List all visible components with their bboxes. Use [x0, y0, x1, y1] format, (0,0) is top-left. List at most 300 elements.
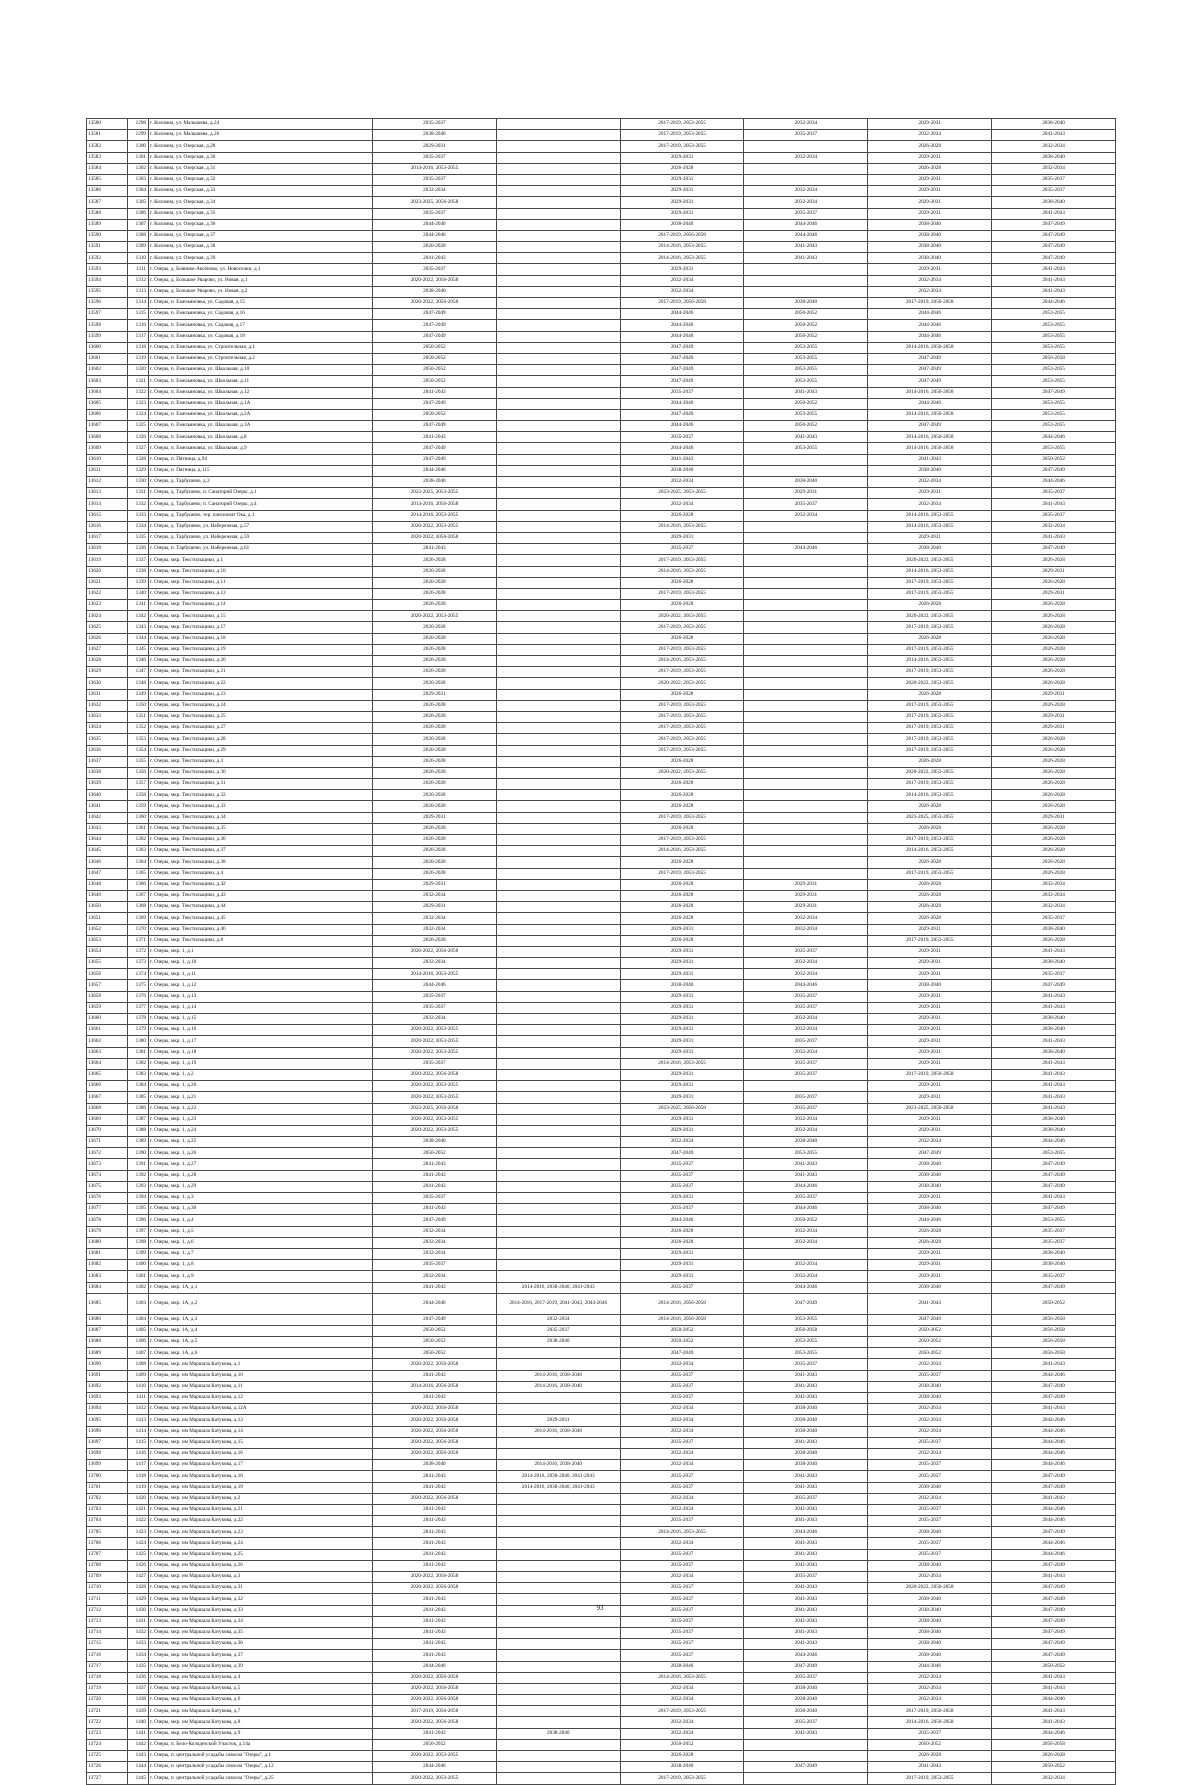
- address-cell: г. Озеры, мкр. Текстильщики, д.44: [149, 902, 373, 913]
- year-col-1-cell: 2026-2028: [373, 656, 497, 667]
- year-col-1-cell: 2032-2034: [373, 1226, 497, 1237]
- year-col-1-cell: 2026-2028: [373, 779, 497, 790]
- address-cell: г. Озеры, мкр. Текстильщики, д.45: [149, 913, 373, 924]
- row-number-cell: 1378: [128, 1014, 149, 1025]
- row-number-cell: 1390: [128, 1148, 149, 1159]
- year-col-6-cell: 2056-2058: [992, 1348, 1116, 1359]
- year-col-5-cell: 2020-2022, 2056-2058: [868, 1583, 992, 1594]
- year-col-6-cell: 2053-2055: [992, 1215, 1116, 1226]
- year-col-5-cell: 2017-2019, 2053-2055: [868, 644, 992, 655]
- year-col-1-cell: 2050-2052: [373, 376, 497, 387]
- year-col-3-cell: 2017-2019, 2056-2058: [620, 230, 744, 241]
- table-row: [87, 331, 1116, 342]
- row-number-cell: 1404: [128, 1314, 149, 1325]
- table-row: [87, 946, 1116, 957]
- year-col-1-cell: 2020-2022, 2053-2055: [373, 1036, 497, 1047]
- row-number-cell: 1379: [128, 1025, 149, 1036]
- year-col-2-cell: [496, 1047, 620, 1058]
- row-number-cell: 1418: [128, 1471, 149, 1482]
- year-col-5-cell: 2017-2019, 2053-2055: [868, 723, 992, 734]
- table-row: [87, 163, 1116, 174]
- address-cell: г. Озеры, мкр. 1, д.26: [149, 1148, 373, 1159]
- year-col-4-cell: 2053-2055: [744, 443, 868, 454]
- row-id-cell: 13621: [87, 577, 128, 588]
- year-col-3-cell: 2026-2028: [620, 689, 744, 700]
- year-col-3-cell: 2038-2040: [620, 1762, 744, 1773]
- address-cell: г. Озеры, мкр. 1, д.28: [149, 1170, 373, 1181]
- year-col-6-cell: 2035-2037: [992, 488, 1116, 499]
- year-col-4-cell: [744, 174, 868, 185]
- year-col-5-cell: 2044-2046: [868, 320, 992, 331]
- year-col-3-cell: 2029-2031: [620, 1081, 744, 1092]
- row-number-cell: 1326: [128, 432, 149, 443]
- row-number-cell: 1303: [128, 174, 149, 185]
- year-col-6-cell: 2044-2046: [992, 1415, 1116, 1426]
- row-number-cell: 1324: [128, 409, 149, 420]
- year-col-4-cell: 2038-2040: [744, 1683, 868, 1694]
- year-col-5-cell: 2029-2031: [868, 152, 992, 163]
- year-col-4-cell: 2041-2043: [744, 1594, 868, 1605]
- row-number-cell: 1354: [128, 745, 149, 756]
- year-col-2-cell: [496, 488, 620, 499]
- year-col-2-cell: [496, 163, 620, 174]
- table-row: [87, 779, 1116, 790]
- address-cell: г. Озеры, п. центральной усадьбы совхоза "Озеры", д.25: [149, 1773, 373, 1784]
- year-col-6-cell: 2047-2049: [992, 1181, 1116, 1192]
- year-col-4-cell: 2041-2043: [744, 1639, 868, 1650]
- year-col-5-cell: 2050-2052: [868, 1337, 992, 1348]
- year-col-5-cell: 2032-2034: [868, 1493, 992, 1504]
- year-col-2-cell: [496, 230, 620, 241]
- address-cell: г. Озеры, мкр. им Маршала Катукова, д.15: [149, 1437, 373, 1448]
- year-col-5-cell: 2047-2049: [868, 365, 992, 376]
- year-col-3-cell: 2035-2037: [620, 544, 744, 555]
- year-col-1-cell: 2041-2043: [373, 1560, 497, 1571]
- year-col-1-cell: 2020-2022, 2056-2058: [373, 532, 497, 543]
- year-col-5-cell: 2029-2031: [868, 532, 992, 543]
- year-col-5-cell: 2038-2040: [868, 1594, 992, 1605]
- year-col-1-cell: 2023-2025, 2056-2058: [373, 197, 497, 208]
- address-cell: г. Озеры, мкр. Текстильщики, д.15: [149, 611, 373, 622]
- table-row: [87, 342, 1116, 353]
- address-cell: г. Озеры, мкр. Текстильщики, д.22: [149, 678, 373, 689]
- year-col-6-cell: 2038-2040: [992, 119, 1116, 130]
- year-col-2-cell: [496, 689, 620, 700]
- address-cell: г. Озеры, мкр. 1А, д.5: [149, 1337, 373, 1348]
- year-col-4-cell: 2035-2037: [744, 946, 868, 957]
- row-id-cell: 13676: [87, 1193, 128, 1204]
- table-row: [87, 890, 1116, 901]
- year-col-2-cell: [496, 186, 620, 197]
- address-cell: г. Озеры, д. Большое Уварово, ул. Новая, д.1: [149, 275, 373, 286]
- year-col-4-cell: 2044-2046: [744, 544, 868, 555]
- row-number-cell: 1363: [128, 846, 149, 857]
- table-row: [87, 320, 1116, 331]
- table-row: [87, 1404, 1116, 1415]
- year-col-2-cell: [496, 1359, 620, 1370]
- year-col-5-cell: 2032-2034: [868, 1572, 992, 1583]
- year-col-4-cell: 2035-2037: [744, 1193, 868, 1204]
- year-col-5-cell: 2035-2037: [868, 1728, 992, 1739]
- year-col-6-cell: 2035-2037: [992, 174, 1116, 185]
- address-cell: г. Коломна, ул. Озерская, д.36: [149, 219, 373, 230]
- year-col-4-cell: 2044-2046: [744, 219, 868, 230]
- year-col-2-cell: 2014-2016, 2038-2040, 2041-2043: [496, 1482, 620, 1493]
- year-col-3-cell: 2035-2037: [620, 1437, 744, 1448]
- year-col-3-cell: 2032-2034: [620, 1717, 744, 1728]
- table-row: [87, 298, 1116, 309]
- row-number-cell: 1380: [128, 1036, 149, 1047]
- year-col-2-cell: [496, 1650, 620, 1661]
- year-col-5-cell: 2017-2019, 2053-2055: [868, 745, 992, 756]
- address-cell: г. Озеры, п. Емельяновка, ул. Школьная, д.9: [149, 443, 373, 454]
- year-col-5-cell: 2014-2016, 2056-2058: [868, 409, 992, 420]
- year-col-4-cell: [744, 756, 868, 767]
- row-number-cell: 1416: [128, 1448, 149, 1459]
- year-col-6-cell: 2041-2043: [992, 946, 1116, 957]
- row-number-cell: 1362: [128, 835, 149, 846]
- table-row: [87, 1282, 1116, 1293]
- year-col-6-cell: 2053-2055: [992, 365, 1116, 376]
- year-col-3-cell: 2017-2019, 2053-2055: [620, 868, 744, 879]
- year-col-3-cell: 2035-2037: [620, 1181, 744, 1192]
- row-id-cell: 13588: [87, 208, 128, 219]
- row-number-cell: 1307: [128, 219, 149, 230]
- table-row: [87, 812, 1116, 823]
- address-cell: г. Озеры, мкр. 1, д.24: [149, 1125, 373, 1136]
- year-col-6-cell: 2047-2049: [992, 1170, 1116, 1181]
- year-col-1-cell: 2020-2022, 2056-2058: [373, 1683, 497, 1694]
- address-cell: г. Озеры, мкр. им Маршала Катукова, д.6: [149, 1695, 373, 1706]
- year-col-6-cell: 2038-2040: [992, 152, 1116, 163]
- year-col-3-cell: 2014-2016, 2056-2058: [620, 1293, 744, 1314]
- year-col-6-cell: 2032-2034: [992, 141, 1116, 152]
- row-number-cell: 1313: [128, 286, 149, 297]
- year-col-6-cell: 2026-2028: [992, 868, 1116, 879]
- year-col-5-cell: 2032-2034: [868, 130, 992, 141]
- year-col-3-cell: 2026-2028: [620, 600, 744, 611]
- year-col-5-cell: 2023-2025, 2053-2055: [868, 812, 992, 823]
- table-row: [87, 924, 1116, 935]
- row-id-cell: 13624: [87, 611, 128, 622]
- row-id-cell: 13630: [87, 678, 128, 689]
- year-col-4-cell: 2032-2034: [744, 924, 868, 935]
- year-col-3-cell: 2014-2016, 2053-2055: [620, 1527, 744, 1538]
- year-col-5-cell: 2038-2040: [868, 1560, 992, 1571]
- year-col-2-cell: [496, 1193, 620, 1204]
- year-col-1-cell: 2035-2037: [373, 152, 497, 163]
- row-number-cell: 1395: [128, 1204, 149, 1215]
- row-id-cell: 13716: [87, 1650, 128, 1661]
- year-col-3-cell: 2026-2028: [620, 902, 744, 913]
- year-col-6-cell: 2029-2031: [992, 723, 1116, 734]
- row-number-cell: 1328: [128, 454, 149, 465]
- year-col-2-cell: [496, 219, 620, 230]
- year-col-4-cell: 2032-2034: [744, 1226, 868, 1237]
- row-number-cell: 1421: [128, 1504, 149, 1515]
- year-col-2-cell: [496, 409, 620, 420]
- year-col-1-cell: 2020-2022, 2053-2055: [373, 521, 497, 532]
- row-id-cell: 13583: [87, 152, 128, 163]
- address-cell: г. Озеры, мкр. 1, д.13: [149, 991, 373, 1002]
- year-col-2-cell: [496, 1260, 620, 1271]
- table-row: [87, 1226, 1116, 1237]
- year-col-5-cell: 2026-2028: [868, 1226, 992, 1237]
- table-row: [87, 432, 1116, 443]
- year-col-3-cell: 2029-2031: [620, 1125, 744, 1136]
- address-cell: г. Озеры, мкр. Текстильщики, д.46: [149, 924, 373, 935]
- year-col-2-cell: [496, 1538, 620, 1549]
- year-col-6-cell: 2041-2043: [992, 130, 1116, 141]
- year-col-1-cell: 2050-2052: [373, 1348, 497, 1359]
- address-cell: г. Коломна, ул. Озерская, д.34: [149, 197, 373, 208]
- year-col-5-cell: 2026-2028: [868, 879, 992, 890]
- address-cell: г. Коломна, ул. Озерская, д.32: [149, 174, 373, 185]
- year-col-3-cell: 2032-2034: [620, 1538, 744, 1549]
- year-col-4-cell: 2041-2043: [744, 1516, 868, 1527]
- year-col-3-cell: 2029-2031: [620, 197, 744, 208]
- year-col-6-cell: 2026-2028: [992, 667, 1116, 678]
- row-number-cell: 1336: [128, 544, 149, 555]
- year-col-2-cell: [496, 1639, 620, 1650]
- year-col-1-cell: 2035-2037: [373, 1193, 497, 1204]
- year-col-6-cell: 2047-2049: [992, 1159, 1116, 1170]
- year-col-2-cell: 2038-2040: [496, 1337, 620, 1348]
- year-col-5-cell: 2029-2031: [868, 1002, 992, 1013]
- year-col-5-cell: 2047-2049: [868, 421, 992, 432]
- year-col-3-cell: 2047-2049: [620, 1148, 744, 1159]
- year-col-4-cell: [744, 745, 868, 756]
- year-col-4-cell: [744, 1751, 868, 1762]
- year-col-5-cell: 2044-2046: [868, 309, 992, 320]
- year-col-2-cell: 2014-2016, 2038-2040, 2041-2043: [496, 1282, 620, 1293]
- year-col-4-cell: 2053-2055: [744, 409, 868, 420]
- year-col-6-cell: 2026-2028: [992, 644, 1116, 655]
- year-col-4-cell: 2044-2046: [744, 1204, 868, 1215]
- row-id-cell: 13665: [87, 1069, 128, 1080]
- year-col-4-cell: 2041-2043: [744, 1605, 868, 1616]
- year-col-2-cell: [496, 600, 620, 611]
- year-col-3-cell: 2044-2046: [620, 331, 744, 342]
- year-col-2-cell: [496, 1248, 620, 1259]
- year-col-3-cell: 2017-2019, 2053-2055: [620, 734, 744, 745]
- address-cell: г. Озеры, д. Тарбушево, д.3: [149, 477, 373, 488]
- row-number-cell: 1342: [128, 611, 149, 622]
- table-row: [87, 958, 1116, 969]
- table-row: [87, 1639, 1116, 1650]
- year-col-6-cell: 2050-2052: [992, 1762, 1116, 1773]
- address-cell: г. Озеры, мкр. им Маршала Катукова, д.12А: [149, 1404, 373, 1415]
- table-row: [87, 353, 1116, 364]
- year-col-6-cell: 2056-2058: [992, 1325, 1116, 1336]
- address-cell: г. Озеры, мкр. им Маршала Катукова, д.17: [149, 1460, 373, 1471]
- table-row: [87, 1314, 1116, 1325]
- year-col-1-cell: 2041-2043: [373, 1616, 497, 1627]
- address-cell: г. Коломна, ул. Озерская, д.37: [149, 230, 373, 241]
- year-col-1-cell: 2038-2040: [373, 286, 497, 297]
- year-col-2-cell: [496, 1762, 620, 1773]
- address-cell: г. Озеры, мкр. Текстильщики, д.32: [149, 790, 373, 801]
- year-col-3-cell: 2035-2037: [620, 1282, 744, 1293]
- year-col-1-cell: 2041-2043: [373, 1482, 497, 1493]
- row-number-cell: 1345: [128, 644, 149, 655]
- row-id-cell: 13672: [87, 1148, 128, 1159]
- year-col-1-cell: 2026-2028: [373, 868, 497, 879]
- year-col-6-cell: 2047-2049: [992, 219, 1116, 230]
- year-col-1-cell: 2032-2034: [373, 1271, 497, 1282]
- address-cell: г. Озеры, п. центральной усадьбы совхоза "Озеры", д.12: [149, 1762, 373, 1773]
- year-col-1-cell: 2041-2043: [373, 1627, 497, 1638]
- address-cell: г. Озеры, д. Тарбушево, п. Санаторий Озеры, д.1: [149, 488, 373, 499]
- year-col-3-cell: 2032-2034: [620, 1404, 744, 1415]
- row-id-cell: 13704: [87, 1516, 128, 1527]
- table-row: [87, 488, 1116, 499]
- year-col-5-cell: 2029-2031: [868, 197, 992, 208]
- year-col-2-cell: [496, 913, 620, 924]
- year-col-5-cell: 2029-2031: [868, 119, 992, 130]
- year-col-6-cell: 2026-2028: [992, 779, 1116, 790]
- row-id-cell: 13693: [87, 1393, 128, 1404]
- year-col-2-cell: [496, 1215, 620, 1226]
- year-col-5-cell: 2023-2025, 2056-2058: [868, 1103, 992, 1114]
- year-col-5-cell: 2038-2040: [868, 1170, 992, 1181]
- row-number-cell: 1340: [128, 588, 149, 599]
- year-col-6-cell: 2038-2040: [992, 1025, 1116, 1036]
- year-col-6-cell: 2044-2046: [992, 1370, 1116, 1381]
- address-cell: г. Озеры, мкр. 1, д.29: [149, 1181, 373, 1192]
- year-col-2-cell: [496, 499, 620, 510]
- year-col-2-cell: [496, 1627, 620, 1638]
- table-row: [87, 633, 1116, 644]
- year-col-4-cell: 2041-2043: [744, 1370, 868, 1381]
- row-number-cell: 1325: [128, 421, 149, 432]
- row-number-cell: 1311: [128, 264, 149, 275]
- year-col-1-cell: 2026-2028: [373, 700, 497, 711]
- address-cell: г. Озеры, мкр. им Маршала Катукова, д.8: [149, 1717, 373, 1728]
- row-id-cell: 13607: [87, 421, 128, 432]
- year-col-6-cell: 2026-2028: [992, 577, 1116, 588]
- table-row: [87, 1137, 1116, 1148]
- year-col-1-cell: 2041-2043: [373, 1282, 497, 1293]
- year-col-2-cell: [496, 1036, 620, 1047]
- address-cell: г. Озеры, п. Емельяновка, ул. Садовая, д.17: [149, 320, 373, 331]
- year-col-5-cell: 2038-2040: [868, 1204, 992, 1215]
- year-col-2-cell: [496, 868, 620, 879]
- year-col-1-cell: 2029-2031: [373, 141, 497, 152]
- row-id-cell: 13698: [87, 1448, 128, 1459]
- table-row: [87, 141, 1116, 152]
- year-col-5-cell: 2044-2046: [868, 331, 992, 342]
- year-col-3-cell: 2029-2031: [620, 152, 744, 163]
- year-col-4-cell: [744, 857, 868, 868]
- table-row: [87, 1415, 1116, 1426]
- year-col-1-cell: 2020-2022, 2056-2058: [373, 1672, 497, 1683]
- row-number-cell: 1320: [128, 365, 149, 376]
- year-col-4-cell: 2038-2040: [744, 1695, 868, 1706]
- row-number-cell: 1389: [128, 1137, 149, 1148]
- year-col-5-cell: 2017-2019, 2053-2055: [868, 622, 992, 633]
- year-col-4-cell: 2041-2043: [744, 1627, 868, 1638]
- year-col-4-cell: 2041-2043: [744, 1170, 868, 1181]
- address-cell: г. Коломна, ул. Озерская, д.38: [149, 242, 373, 253]
- year-col-6-cell: 2044-2046: [992, 1137, 1116, 1148]
- row-id-cell: 13682: [87, 1260, 128, 1271]
- table-row: [87, 1627, 1116, 1638]
- year-col-4-cell: 2035-2037: [744, 208, 868, 219]
- year-col-5-cell: 2026-2028: [868, 600, 992, 611]
- table-row: [87, 1516, 1116, 1527]
- row-id-cell: 13662: [87, 1036, 128, 1047]
- row-number-cell: 1368: [128, 902, 149, 913]
- year-col-3-cell: 2029-2031: [620, 991, 744, 1002]
- row-id-cell: 13650: [87, 902, 128, 913]
- table-row: [87, 1125, 1116, 1136]
- address-cell: г. Озеры, д. Тарбушево, п. Санаторий Озеры, д.4: [149, 499, 373, 510]
- year-col-3-cell: 2014-2016, 2053-2055: [620, 656, 744, 667]
- year-col-4-cell: [744, 555, 868, 566]
- year-col-5-cell: 2029-2031: [868, 958, 992, 969]
- year-col-2-cell: [496, 1092, 620, 1103]
- row-id-cell: 13675: [87, 1181, 128, 1192]
- year-col-6-cell: 2047-2049: [992, 1527, 1116, 1538]
- year-col-1-cell: 2041-2043: [373, 1504, 497, 1515]
- year-col-6-cell: 2047-2049: [992, 1204, 1116, 1215]
- year-col-6-cell: 2041-2043: [992, 286, 1116, 297]
- year-col-5-cell: 2038-2040: [868, 1159, 992, 1170]
- address-cell: г. Озеры, мкр. им Маршала Катукова, д.35: [149, 1627, 373, 1638]
- year-col-2-cell: [496, 980, 620, 991]
- year-col-1-cell: 2026-2028: [373, 790, 497, 801]
- row-number-cell: 1317: [128, 331, 149, 342]
- year-col-5-cell: 2026-2028: [868, 823, 992, 834]
- row-number-cell: 1299: [128, 130, 149, 141]
- year-col-4-cell: [744, 801, 868, 812]
- row-id-cell: 13596: [87, 298, 128, 309]
- year-col-6-cell: 2056-2058: [992, 1739, 1116, 1750]
- table-row: [87, 219, 1116, 230]
- year-col-2-cell: [496, 577, 620, 588]
- year-col-5-cell: 2050-2052: [868, 1739, 992, 1750]
- year-col-1-cell: 2041-2043: [373, 1393, 497, 1404]
- table-row: [87, 700, 1116, 711]
- year-col-2-cell: [496, 756, 620, 767]
- table-row: [87, 1672, 1116, 1683]
- row-number-cell: 1356: [128, 767, 149, 778]
- year-col-3-cell: 2017-2019, 2053-2055: [620, 644, 744, 655]
- year-col-3-cell: 2017-2019, 2056-2058: [620, 298, 744, 309]
- row-id-cell: 13634: [87, 723, 128, 734]
- row-id-cell: 13690: [87, 1359, 128, 1370]
- year-col-3-cell: 2029-2031: [620, 1002, 744, 1013]
- year-col-5-cell: 2017-2019, 2053-2055: [868, 835, 992, 846]
- year-col-2-cell: 2032-2034: [496, 1314, 620, 1325]
- year-col-3-cell: 2026-2028: [620, 890, 744, 901]
- year-col-4-cell: [744, 1739, 868, 1750]
- year-col-6-cell: 2047-2049: [992, 253, 1116, 264]
- row-number-cell: 1319: [128, 353, 149, 364]
- year-col-4-cell: [744, 532, 868, 543]
- row-id-cell: 13631: [87, 689, 128, 700]
- year-col-4-cell: 2044-2046: [744, 1181, 868, 1192]
- table-row: [87, 656, 1116, 667]
- year-col-6-cell: 2041-2043: [992, 1683, 1116, 1694]
- row-number-cell: 1337: [128, 555, 149, 566]
- address-cell: г. Озеры, мкр. Текстильщики, д.24: [149, 700, 373, 711]
- year-col-1-cell: 2026-2028: [373, 823, 497, 834]
- year-col-2-cell: [496, 902, 620, 913]
- address-cell: г. Озеры, мкр. Текстильщики, д.21: [149, 667, 373, 678]
- row-id-cell: 13718: [87, 1672, 128, 1683]
